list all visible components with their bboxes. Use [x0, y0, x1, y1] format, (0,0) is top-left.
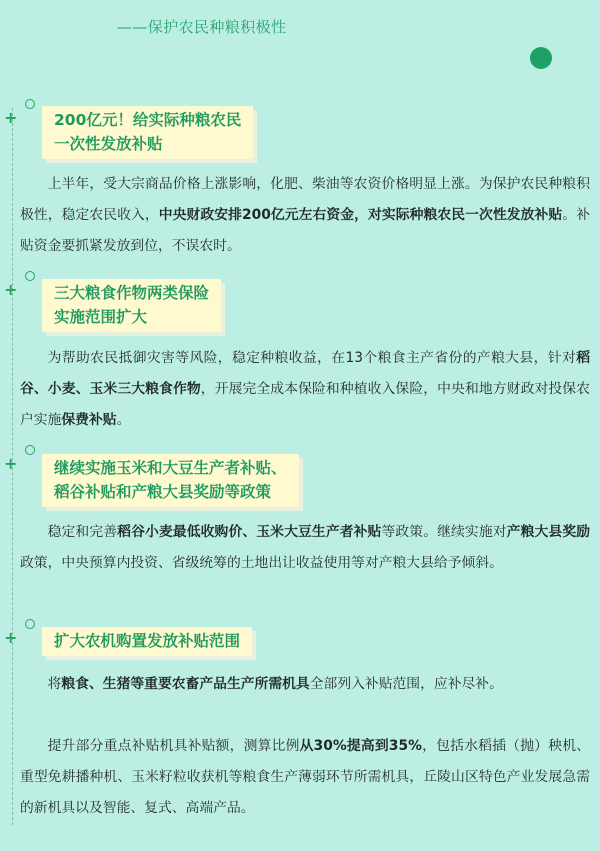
section-paragraph: [20, 669, 590, 700]
text-run: 。: [116, 412, 131, 428]
circle-icon: [25, 619, 35, 629]
section-title: [42, 279, 221, 332]
section-title-line: 实施范围扩大: [54, 308, 148, 326]
text-run-bold: 从30%提高到35%: [299, 738, 422, 754]
text-run: 为帮助农民抵御灾害等风险，稳定种粮收益，在13个粮食主产省份的产粮大县，针对: [47, 350, 577, 366]
circle-icon: [25, 99, 35, 109]
section-paragraph: [20, 343, 590, 436]
plus-icon: +: [4, 280, 18, 299]
section-title: [42, 627, 252, 656]
section-paragraph: [20, 169, 590, 262]
section-title: [42, 106, 253, 159]
plus-icon: +: [4, 454, 18, 473]
text-run-bold: 产粮大县奖励: [506, 524, 591, 540]
text-run: ，包括水稻插（抛）秧机、重型免耕播种机、玉米籽粒收获机等粮食生产薄弱环节所需机具，丘陵山区特色产业发展急需的新机具以及智能、复式、高端产品。: [20, 738, 591, 816]
text-run: 等政策。继续实施对: [381, 524, 507, 540]
section-paragraph: [20, 517, 590, 579]
text-run-bold: 保费补贴: [61, 412, 117, 428]
text-run: ，开展完全成本保险和种植收入保险，中央和地方财政对投保农户实施: [20, 381, 590, 428]
plus-icon: +: [4, 628, 18, 647]
plus-icon: +: [4, 108, 18, 127]
text-run-bold: 稻谷小麦最低收购价、玉米大豆生产者补贴: [117, 524, 382, 540]
text-run: 将: [47, 676, 62, 692]
text-run-bold: 稻谷、小麦、玉米三大粮食作物: [20, 350, 590, 397]
circle-icon: [25, 445, 35, 455]
text-run: 上半年，受大宗商品价格上涨影响，化肥、柴油等农资价格明显上涨。为保护农民种粮积极性，稳定农民收入，: [20, 176, 590, 223]
text-run-bold: 粮食、生猪等重要农畜产品生产所需机具: [61, 676, 310, 692]
section-title-line: 扩大农机购置发放补贴范围: [54, 632, 241, 650]
section-title-line: 200亿元！给实际种粮农民: [54, 111, 242, 129]
text-run: 提升部分重点补贴机具补贴额，测算比例: [47, 738, 300, 754]
text-run: 全部列入补贴范围，应补尽补。: [309, 676, 503, 692]
text-run-bold: 中央财政安排200亿元左右资金，对实际种粮农民一次性发放补贴: [158, 207, 563, 223]
section-title-line: 三大粮食作物两类保险: [54, 284, 210, 302]
section-title: [42, 454, 299, 507]
page-subtitle: ——保护农民种粮积极性: [117, 18, 287, 36]
green-dot-icon: [530, 47, 552, 69]
text-run: 稳定和完善: [47, 524, 118, 540]
section-paragraph: [20, 731, 590, 824]
circle-icon: [25, 271, 35, 281]
section-title-line: 继续实施玉米和大豆生产者补贴、: [54, 459, 287, 477]
text-run: 。补贴资金要抓紧发放到位，不误农时。: [20, 207, 590, 254]
section-title-line: 稻谷补贴和产粮大县奖励等政策: [54, 483, 272, 501]
text-run: 政策，中央预算内投资、省级统筹的土地出让收益使用等对产粮大县给予倾斜。: [20, 555, 503, 571]
section-title-line: 一次性发放补贴: [54, 135, 163, 153]
